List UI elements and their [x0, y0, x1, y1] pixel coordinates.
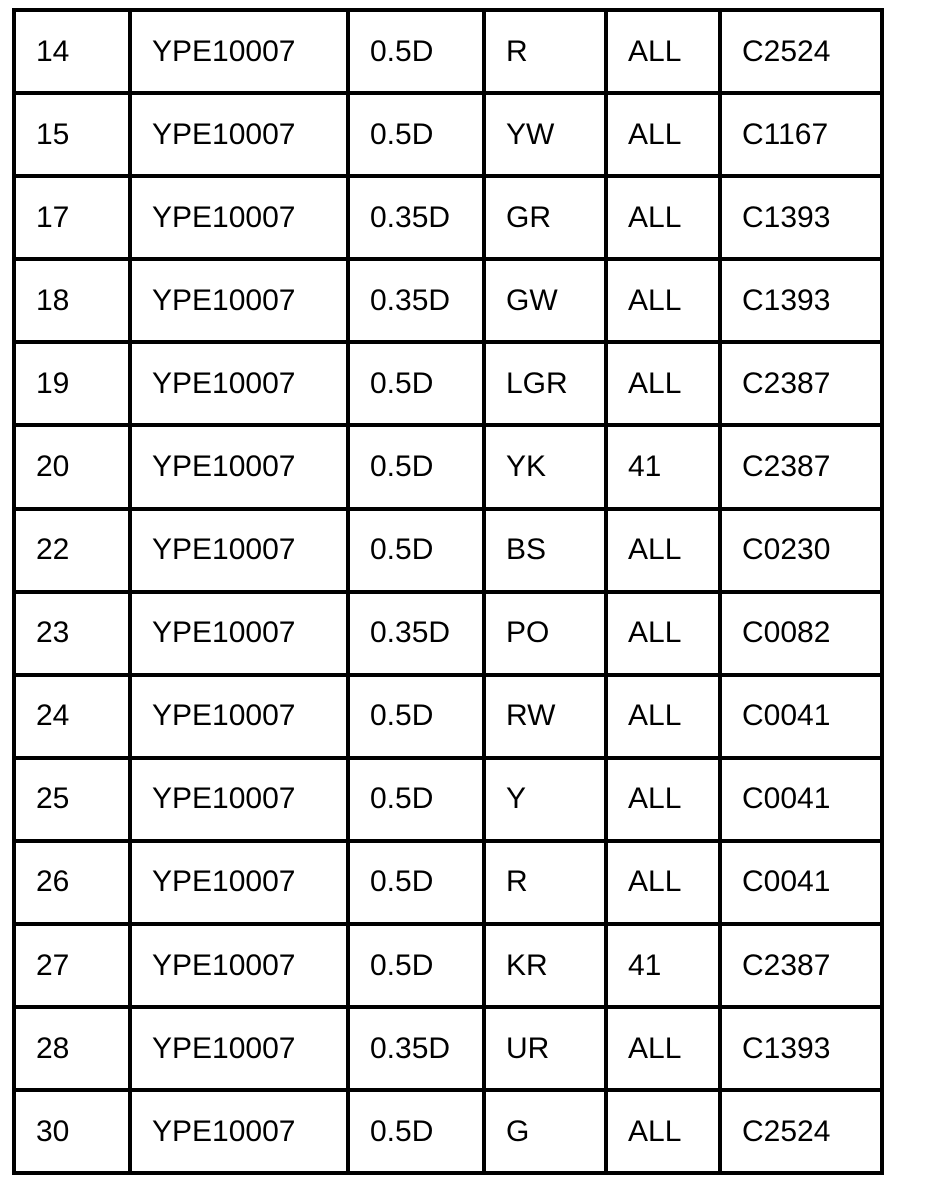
connector-code-cell: C1167: [720, 93, 882, 176]
size-cell: 0.5D: [348, 675, 484, 758]
size-cell: 0.35D: [348, 176, 484, 259]
color-code-cell: BS: [484, 509, 606, 592]
color-code-cell: Y: [484, 758, 606, 841]
size-cell: 0.5D: [348, 509, 484, 592]
row-number-cell: 22: [14, 509, 130, 592]
connector-code-cell: C0041: [720, 758, 882, 841]
variant-cell: ALL: [606, 675, 720, 758]
size-cell: 0.5D: [348, 10, 484, 93]
color-code-cell: GW: [484, 259, 606, 342]
table-row: [14, 259, 882, 342]
part-number-cell: YPE10007: [130, 675, 348, 758]
part-number-cell: YPE10007: [130, 176, 348, 259]
table-row: [14, 592, 882, 675]
connector-code-cell: C1393: [720, 176, 882, 259]
part-number-cell: YPE10007: [130, 841, 348, 924]
connector-code-cell: C0082: [720, 592, 882, 675]
row-number-cell: 30: [14, 1090, 130, 1173]
connector-code-cell: C1393: [720, 1007, 882, 1090]
part-number-cell: YPE10007: [130, 924, 348, 1007]
color-code-cell: R: [484, 841, 606, 924]
part-number-cell: YPE10007: [130, 509, 348, 592]
row-number-cell: 15: [14, 93, 130, 176]
part-number-cell: YPE10007: [130, 1007, 348, 1090]
color-code-cell: PO: [484, 592, 606, 675]
color-code-cell: YW: [484, 93, 606, 176]
data-table: [12, 8, 884, 1175]
row-number-cell: 14: [14, 10, 130, 93]
color-code-cell: LGR: [484, 342, 606, 425]
connector-code-cell: C2387: [720, 342, 882, 425]
variant-cell: ALL: [606, 10, 720, 93]
variant-cell: ALL: [606, 758, 720, 841]
part-number-cell: YPE10007: [130, 758, 348, 841]
part-number-cell: YPE10007: [130, 425, 348, 508]
connector-code-cell: C0041: [720, 675, 882, 758]
color-code-cell: YK: [484, 425, 606, 508]
row-number-cell: 18: [14, 259, 130, 342]
table-row: [14, 342, 882, 425]
connector-code-cell: C0041: [720, 841, 882, 924]
table-row: [14, 93, 882, 176]
connector-code-cell: C2524: [720, 1090, 882, 1173]
table-row: [14, 841, 882, 924]
size-cell: 0.5D: [348, 425, 484, 508]
table-row: [14, 10, 882, 93]
table-row: [14, 1090, 882, 1173]
row-number-cell: 20: [14, 425, 130, 508]
part-number-cell: YPE10007: [130, 93, 348, 176]
part-number-cell: YPE10007: [130, 10, 348, 93]
size-cell: 0.5D: [348, 924, 484, 1007]
variant-cell: ALL: [606, 1007, 720, 1090]
size-cell: 0.5D: [348, 342, 484, 425]
size-cell: 0.5D: [348, 758, 484, 841]
row-number-cell: 24: [14, 675, 130, 758]
table-row: [14, 509, 882, 592]
table-row: [14, 924, 882, 1007]
variant-cell: ALL: [606, 176, 720, 259]
row-number-cell: 17: [14, 176, 130, 259]
variant-cell: ALL: [606, 592, 720, 675]
size-cell: 0.35D: [348, 592, 484, 675]
table-row: [14, 758, 882, 841]
table-body: [14, 10, 882, 1173]
variant-cell: ALL: [606, 841, 720, 924]
color-code-cell: R: [484, 10, 606, 93]
table-row: [14, 176, 882, 259]
row-number-cell: 27: [14, 924, 130, 1007]
row-number-cell: 26: [14, 841, 130, 924]
variant-cell: ALL: [606, 509, 720, 592]
variant-cell: ALL: [606, 342, 720, 425]
table-row: [14, 425, 882, 508]
size-cell: 0.5D: [348, 841, 484, 924]
variant-cell: ALL: [606, 93, 720, 176]
connector-code-cell: C1393: [720, 259, 882, 342]
size-cell: 0.35D: [348, 1007, 484, 1090]
variant-cell: 41: [606, 425, 720, 508]
table-row: [14, 675, 882, 758]
variant-cell: ALL: [606, 259, 720, 342]
variant-cell: ALL: [606, 1090, 720, 1173]
connector-code-cell: C2387: [720, 924, 882, 1007]
size-cell: 0.5D: [348, 1090, 484, 1173]
part-number-cell: YPE10007: [130, 259, 348, 342]
connector-code-cell: C2387: [720, 425, 882, 508]
part-number-cell: YPE10007: [130, 342, 348, 425]
connector-code-cell: C2524: [720, 10, 882, 93]
part-number-cell: YPE10007: [130, 1090, 348, 1173]
row-number-cell: 23: [14, 592, 130, 675]
color-code-cell: GR: [484, 176, 606, 259]
variant-cell: 41: [606, 924, 720, 1007]
row-number-cell: 19: [14, 342, 130, 425]
size-cell: 0.5D: [348, 93, 484, 176]
color-code-cell: G: [484, 1090, 606, 1173]
row-number-cell: 25: [14, 758, 130, 841]
color-code-cell: RW: [484, 675, 606, 758]
size-cell: 0.35D: [348, 259, 484, 342]
color-code-cell: KR: [484, 924, 606, 1007]
row-number-cell: 28: [14, 1007, 130, 1090]
connector-code-cell: C0230: [720, 509, 882, 592]
part-number-cell: YPE10007: [130, 592, 348, 675]
table-row: [14, 1007, 882, 1090]
color-code-cell: UR: [484, 1007, 606, 1090]
